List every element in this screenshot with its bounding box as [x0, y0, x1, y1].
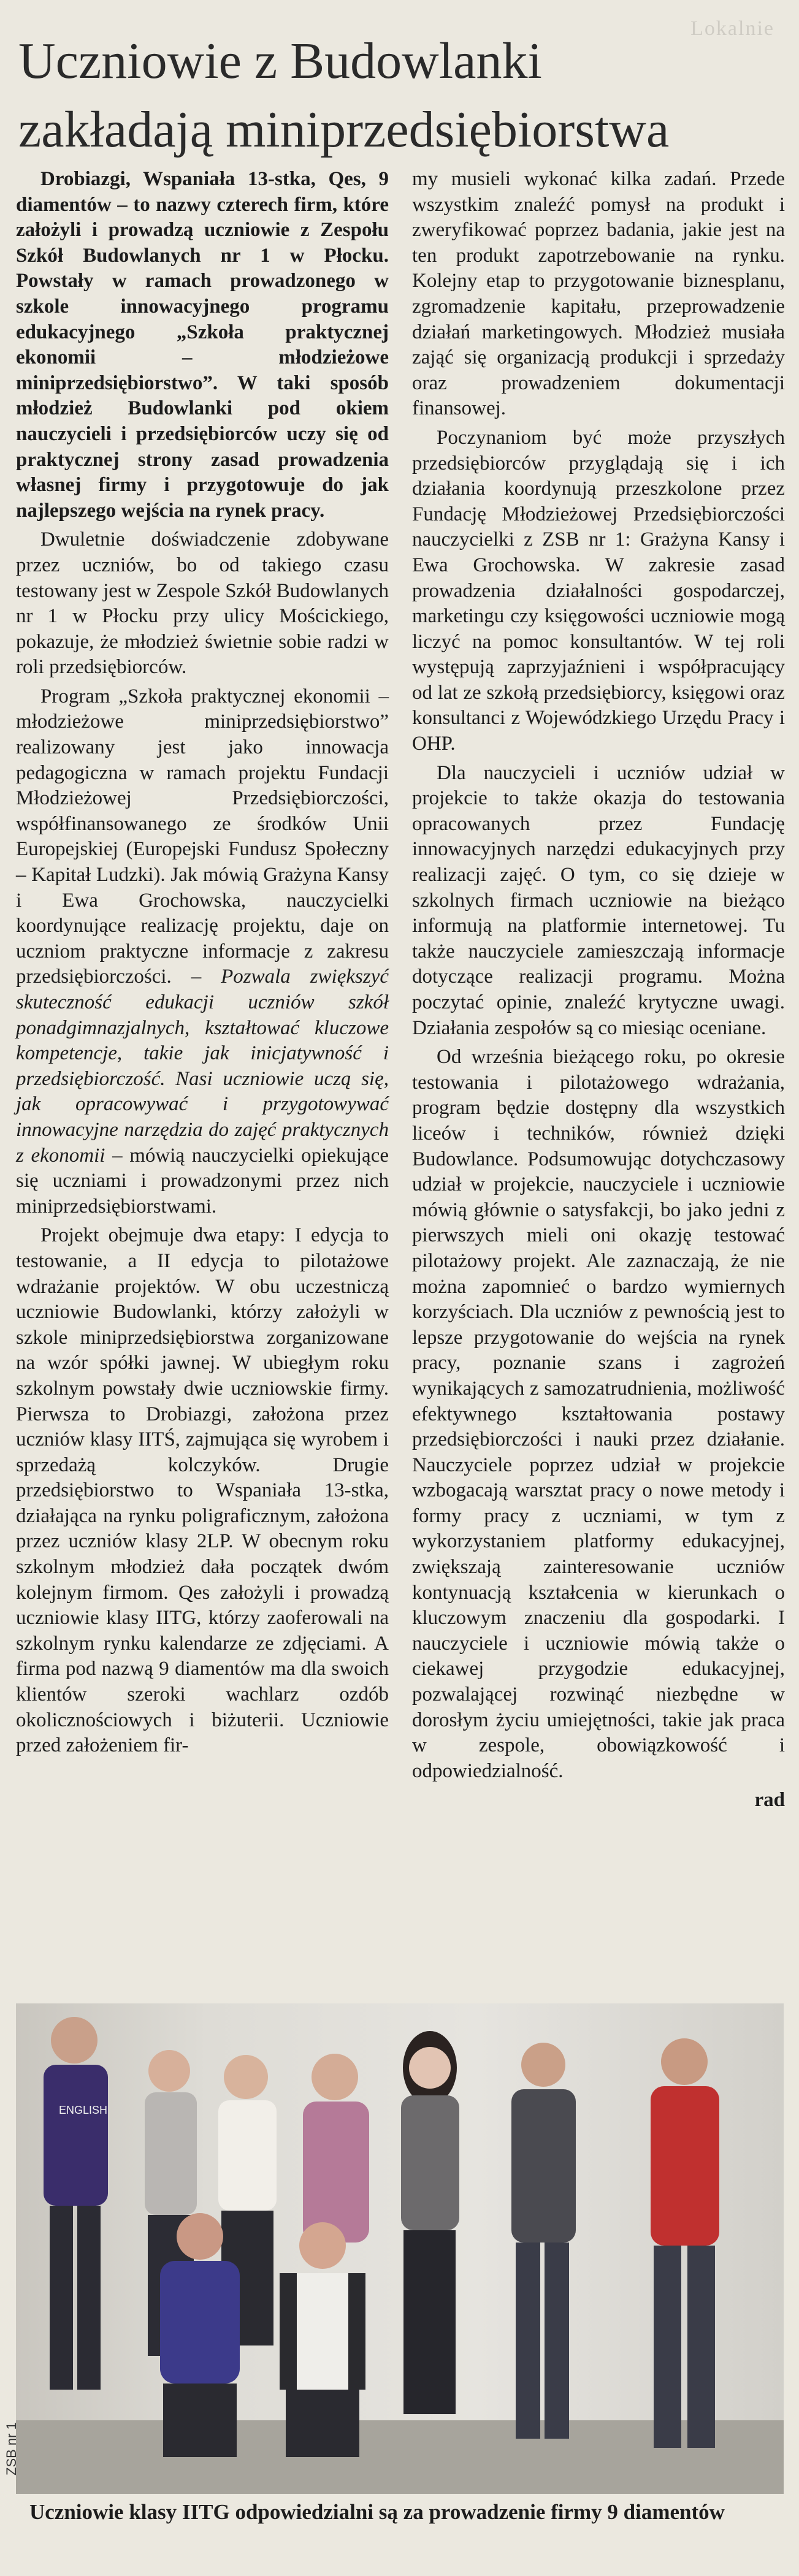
- bleed-through-text: Lokalnie: [690, 17, 774, 40]
- photo-credit: ZSB nr 1: [4, 2422, 19, 2475]
- student-figure: [401, 2031, 459, 2414]
- headline-line-2: zakładają miniprzedsiębiorstwa: [18, 101, 670, 158]
- student-figure: [280, 2222, 365, 2457]
- paragraph: Dla nauczycieli i uczniów udział w projekcie to także okazja do testowania opracowanych przez Fundację innowacyjnych narzędzi edukacyjnych przy realizacji zajęć. O tym, co się dzieje w szkolnych firmach uczniowie na bieżąco informują na platformie internetowej. Tu także nauczyciele zamieszczają informacje dotyczące realizacji programu. Można poczytać opinie, znaleźć krytyczne uwagi. Działania zespołów są co miesiąc oceniane.: [412, 761, 785, 1039]
- paragraph: [16, 684, 389, 1219]
- paragraph-text: Program „Szkoła praktycznej ekonomii – młodzieżowe miniprzedsiębiorstwo” realizowany jest jako innowacja pedagogiczna w ramach projektu Fundacji Młodzieżowej Przedsiębiorczości, współfinansowanego ze środków Unii Europejskiej (Europejski Fundusz Społeczny – Kapitał Ludzki). Jak mówią Grażyna Kansy i Ewa Grochowska, nauczycielki koordynujące realizację projektu, daje on uczniom praktyczne informacje z zakresu przedsiębiorczości. –: [16, 685, 389, 988]
- paragraph: Poczynaniom być może przyszłych przedsiębiorców przyglądają się i ich działania koordynują przeszkolone przez Fundację Młodzieżowej Przedsiębiorczości nauczycielki z ZSB nr 1: Grażyna Kansy i Ewa Grochowska. W zakresie zasad prowadzenia działalności gospodarczej, marketingu czy księgowości uczniowie mogą liczyć na pomoc konsultantów. W tej roli występują zaprzyjaźnieni i współpracujący od lat ze szkołą przedsiębiorcy, księgowi oraz konsultanci z Wojewódzkiego Urzędu Pracy i OHP.: [412, 426, 785, 755]
- group-photo: [4, 2003, 784, 2494]
- column-right: [412, 167, 785, 2018]
- students-illustration: [16, 2003, 784, 2494]
- student-figure: [303, 2054, 369, 2243]
- student-figure: [511, 2043, 576, 2439]
- shirt-text: ENGLISH: [59, 2104, 108, 2116]
- headline-line-1: Uczniowie z Budowlanki: [18, 32, 542, 90]
- lead-paragraph: Drobiazgi, Wspaniała 13-stka, Qes, 9 diamentów – to nazwy czterech firm, które założyli i prowadzą uczniowie z Zespołu Szkół Budowlanych nr 1 w Płocku. Powstały w ramach prowadzonego w szkole innowacyjnego programu edukacyjnego „Szkoła praktycznej ekonomii – młodzieżowe miniprzedsiębiorstwo”. W taki sposób młodzież Budowlanki pod okiem nauczycieli i przedsiębiorców uczy się od praktycznej strony zasad prowadzenia własnej firmy i przygotowuje do jak najlepszego wejścia na rynek pracy.: [16, 168, 389, 522]
- student-figure: [651, 2038, 719, 2448]
- paragraph: Projekt obejmuje dwa etapy: I edycja to testowanie, a II edycja to pilotażowe wdrażanie projektów. W obu uczestniczą uczniowie Budowlanki, którzy założyli w szkole miniprzedsiębiorstwa zorganizowane na wzór spółki jawnej. W ubiegłym roku szkolnym powstały dwie uczniowskie firmy. Pierwsza to Drobiazgi, założona przez uczniów klasy IITŚ, zajmująca się wyrobem i sprzedażą kolczyków. Drugie przedsiębiorstwo to Wspaniała 13-stka, działająca na rynku poligraficznym, założona przez uczniów klasy 2LP. W obecnym roku szkolnym młodzież dała początek dwóm kolejnym firmom. Qes założyli i prowadzą uczniowie klasy IITG, którzy zaoferowali na szkolnym rynku kalendarze ze zdjęciami. A firma pod nazwą 9 diamentów ma dla swoich klientów szeroki wachlarz ozdób okolicznościowych i biżuterii. Uczniowie przed założeniem fir-: [16, 1224, 389, 1757]
- column-left: [16, 167, 389, 2018]
- student-figure: [44, 2017, 108, 2390]
- quote-text: Pozwala zwiększyć skuteczność edukacji uczniów szkół ponadgimnazjalnych, kształtować kluczowe kompetencje, takie jak inicjatywność i przedsiębiorczość. Nasi uczniowie uczą się, jak opracowywać i przygotowywać innowacyjne narzędzia do zajęć praktycznych z ekonomii: [16, 966, 389, 1167]
- article-headline: [18, 27, 774, 164]
- author-signature: rad: [754, 1789, 785, 1812]
- photo-caption: Uczniowie klasy IITG odpowiedzialni są za prowadzenie firmy 9 diamentów: [29, 2500, 725, 2524]
- paragraph: Od września bieżącego roku, po okresie testowania i pilotażowego wdrażania, program będzie dostępny dla wszystkich liceów i techników, również dzięki Budowlance. Podsumowując dotychczasowy udział w projekcie, nauczyciele i uczniowie mówią głównie o satysfakcji, bo jako jedni z pierwszych mieli oni okazję testować pilotażowy projekt. Ale zaznaczają, że nie można zapomnieć o bardzo wymiernych korzyściach. Dla uczniów z pewnością jest to lepsze przygotowanie do wejścia na rynek pracy, poznanie szans i zagrożeń wynikających z samozatrudnienia, możliwość efektywnego kształtowania postawy przedsiębiorczości i nauki przez działanie. Nauczyciele poprzez udział w projekcie wzbogacają warsztat pracy o nowe metody i formy pracy z uczniami, w tym z wykorzystaniem platformy edukacyjnej, zwiększają zainteresowanie uczniów kontynuacją kształcenia w kierunkach o kluczowym znaczeniu dla gospodarki. I nauczyciele i uczniowie mówią także o ciekawej przygodzie edukacyjnej, pozwalającej rozwinąć niezbędne w dorosłym życiu umiejętności, takie jak praca w zespole, obowiązkowość i odpowiedzialność.: [412, 1046, 785, 1782]
- paragraph: Dwuletnie doświadczenie zdobywane przez uczniów, bo od takiego czasu testowany jest w Zespole Szkół Budowlanych nr 1 w Płocku przy ulicy Mościckiego, pokazuje, że młodzież świetnie sobie radzi w roli przedsiębiorców.: [16, 528, 389, 679]
- paragraph: my musieli wykonać kilka zadań. Przede wszystkim znaleźć pomysł na produkt i zweryfikować poprzez badania, jakie jest na ten produkt zapotrzebowanie na rynku. Kolejny etap to przygotowanie biznesplanu, zgromadzenie kapitału, przeprowadzenie działań marketingowych. Młodzież musiała zająć się organizacją produkcji i sprzedaży oraz prowadzeniem dokumentacji finansowej.: [412, 168, 785, 420]
- paragraph-text: – mówią nauczycielki opiekujące się uczniami i prowadzonymi przez nich miniprzedsiębiorstwami.: [16, 1144, 389, 1218]
- article-body: [16, 167, 785, 2018]
